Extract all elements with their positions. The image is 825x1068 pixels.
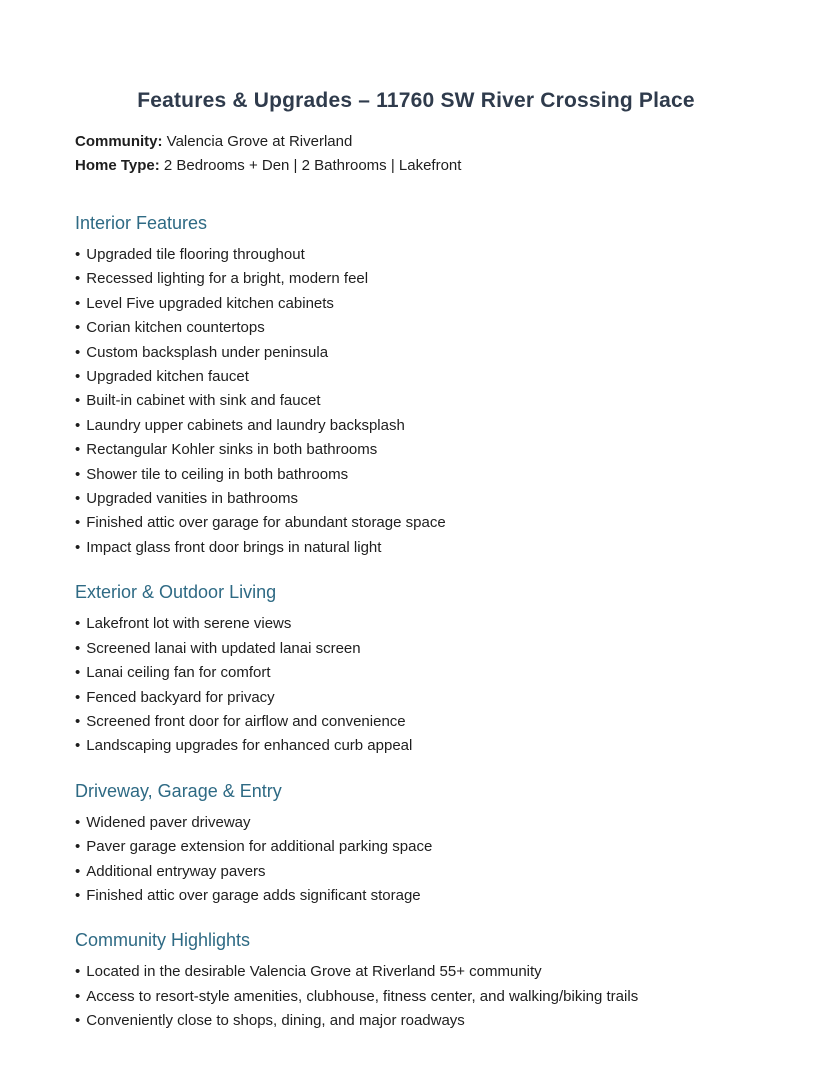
bullet-icon: •: [75, 294, 81, 312]
bullet-icon: •: [75, 343, 81, 361]
bullet-text: Upgraded tile flooring throughout: [86, 246, 305, 263]
bullet-text: Laundry upper cabinets and laundry backsplash: [86, 416, 405, 434]
bullet-item: [75, 710, 757, 734]
bullet-icon: •: [75, 838, 81, 856]
bullet-item: [75, 884, 757, 908]
bullet-item: [75, 487, 757, 511]
bullet-icon: •: [75, 963, 81, 981]
bullet-item: [75, 835, 757, 859]
bullet-icon: •: [75, 664, 81, 682]
bullet-text: Screened lanai with updated lanai screen: [86, 639, 361, 657]
bullet-icon: •: [75, 615, 81, 633]
bullet-item: [75, 637, 757, 661]
bullet-text: Built-in cabinet with sink and faucet: [86, 392, 321, 410]
bullet-icon: •: [75, 1012, 81, 1030]
bullet-text: Located in the desirable Valencia Grove at Riverland 55+ community: [86, 963, 542, 981]
bullet-text: Recessed lighting for a bright, modern feel: [86, 270, 369, 288]
bullet-icon: •: [75, 490, 81, 508]
bullet-text: Impact glass front door brings in natural light: [86, 538, 382, 556]
section-heading-community-highlights: Community Highlights: [75, 930, 251, 951]
bullet-icon: •: [75, 416, 81, 434]
bullet-item: [75, 860, 757, 884]
bullet-icon: •: [75, 465, 81, 483]
bullet-item: [75, 960, 757, 984]
bullet-item: [75, 811, 757, 835]
meta-block: [75, 130, 757, 178]
bullet-item: [75, 463, 757, 487]
bullet-icon: •: [75, 368, 81, 386]
bullet-icon: •: [75, 319, 81, 337]
bullet-text: Finished attic over garage adds significant storage: [86, 886, 421, 904]
bullet-item: [75, 536, 757, 560]
section-heading-driveway-garage-entry: Driveway, Garage & Entry: [75, 780, 282, 801]
community-value: Valencia Grove at Riverland: [166, 133, 353, 150]
bullet-text: Conveniently close to shops, dining, and major roadways: [86, 1012, 465, 1030]
bullet-icon: •: [75, 538, 81, 556]
bullet-icon: •: [75, 246, 81, 263]
sections-container: [75, 212, 757, 1034]
section-heading-exterior-outdoor-living: Exterior & Outdoor Living: [75, 582, 277, 603]
page-title: Features & Upgrades – 11760 SW River Crossing Place: [137, 89, 695, 112]
bullet-icon: •: [75, 862, 81, 880]
section-heading-interior-features: Interior Features: [75, 213, 208, 233]
bullet-text: Fenced backyard for privacy: [86, 688, 275, 706]
bullet-text: Access to resort-style amenities, clubhouse, fitness center, and walking/biking trails: [86, 987, 639, 1005]
bullet-icon: •: [75, 712, 81, 730]
bullet-item: [75, 511, 757, 535]
bullet-icon: •: [75, 639, 81, 657]
bullet-icon: •: [75, 886, 81, 904]
bullet-icon: •: [75, 688, 81, 706]
bullet-item: [75, 292, 757, 316]
bullet-icon: •: [75, 514, 81, 532]
meta-line-home-type: [75, 154, 757, 178]
bullet-item: [75, 734, 757, 758]
bullet-text: Widened paver driveway: [86, 813, 251, 831]
bullet-item: [75, 243, 757, 267]
bullet-item: [75, 661, 757, 685]
bullet-text: Rectangular Kohler sinks in both bathrooms: [86, 441, 378, 459]
bullet-text: Lakefront lot with serene views: [86, 615, 292, 633]
bullet-icon: •: [75, 441, 81, 459]
bullet-item: [75, 316, 757, 340]
community-label: Community:: [75, 133, 163, 150]
bullet-icon: •: [75, 392, 81, 410]
bullet-item: [75, 985, 757, 1009]
bullet-text: Upgraded kitchen faucet: [86, 368, 249, 386]
bullet-item: [75, 389, 757, 413]
bullet-text: Lanai ceiling fan for comfort: [86, 664, 271, 682]
bullet-text: Corian kitchen countertops: [86, 319, 265, 337]
bullet-item: [75, 267, 757, 291]
bullet-icon: •: [75, 813, 81, 831]
bullet-text: Paver garage extension for additional parking space: [86, 838, 433, 856]
bullet-item: [75, 612, 757, 636]
bullet-item: [75, 341, 757, 365]
bullet-item: [75, 365, 757, 389]
bullet-text: Landscaping upgrades for enhanced curb appeal: [86, 737, 413, 755]
bullet-text: Custom backsplash under peninsula: [86, 343, 329, 361]
bullet-item: [75, 414, 757, 438]
home-type-value: 2 Bedrooms + Den | 2 Bathrooms | Lakefront: [163, 157, 462, 174]
bullet-item: [75, 438, 757, 462]
bullet-item: [75, 1009, 757, 1033]
bullet-text: Finished attic over garage for abundant storage space: [86, 514, 446, 532]
bullet-text: Screened front door for airflow and convenience: [86, 712, 406, 730]
meta-line-community: [75, 130, 757, 154]
bullet-icon: •: [75, 270, 81, 288]
bullet-text: Upgraded vanities in bathrooms: [86, 490, 299, 508]
bullet-icon: •: [75, 987, 81, 1005]
bullet-icon: •: [75, 737, 81, 755]
bullet-text: Level Five upgraded kitchen cabinets: [86, 294, 334, 312]
bullet-item: [75, 686, 757, 710]
bullet-text: Shower tile to ceiling in both bathrooms: [86, 465, 349, 483]
home-type-label: Home Type:: [75, 157, 160, 174]
bullet-text: Additional entryway pavers: [86, 862, 266, 880]
